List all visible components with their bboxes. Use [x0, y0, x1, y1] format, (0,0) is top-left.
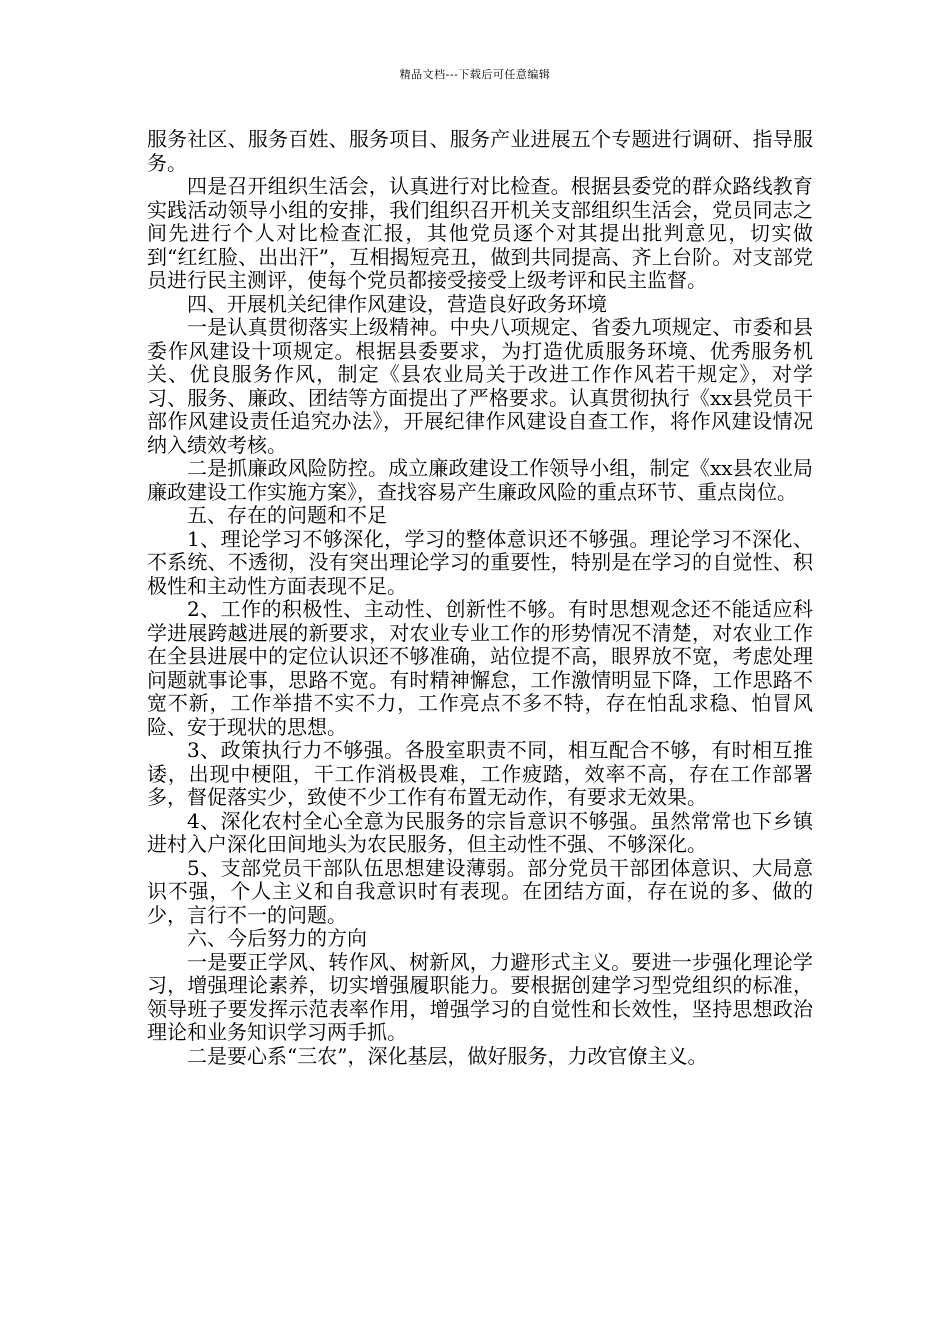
- section-heading: 六、今后努力的方向: [187, 926, 367, 950]
- page-header: 精品文档---下载后可任意编辑: [399, 68, 551, 81]
- section-heading: 五、存在的问题和不足: [187, 503, 387, 527]
- paragraph: 四是召开组织生活会，认真进行对比检查。根据县委党的群众路线教育实践活动领导小组的安排，我们组织召开机关支部组织生活会，党员同志之间先进行个人对比检查汇报，其他党员逐个对其提出批判意见，切实做到“红红脸、出出汗”，互相揭短亮丑，做到共同提高、齐上台阶。对支部党员进行民主测评，使每个党员都接受接受上级考评和民主监督。: [147, 174, 813, 292]
- paragraph: 二是要心系“三农”，深化基层，做好服务，力改官僚主义。: [187, 1043, 708, 1068]
- paragraph: 5、支部党员干部队伍思想建设薄弱。部分党员干部团体意识、大局意识不强，个人主义和自我意识时有表现。在团结方面，存在说的多、做的少，言行不一的问题。: [147, 855, 813, 927]
- section-heading: 四、开展机关纪律作风建设，营造良好政务环境: [187, 291, 607, 316]
- paragraph: 一是要正学风、转作风、树新风，力避形式主义。要进一步强化理论学习，增强理论素养，切实增强履职能力。要根据创建学习型党组织的标准，领导班子要发挥示范表率作用，增强学习的自觉性和长效性，坚持思想政治理论和业务知识学习两手抓。: [147, 949, 813, 1044]
- paragraph: 1、理论学习不够深化，学习的整体意识还不够强。理论学习不深化、不系统、不透彻，没有突出理论学习的重要性，特别是在学习的自觉性、积极性和主动性方面表现不足。: [147, 526, 813, 598]
- paragraph-continuation: 服务社区、服务百姓、服务项目、服务产业进展五个专题进行调研、指导服务。: [147, 127, 813, 175]
- paragraph: 2、工作的积极性、主动性、创新性不够。有时思想观念还不能适应科学进展跨越进展的新要求，对农业专业工作的形势情况不清楚，对农业工作在全县进展中的定位认识还不够准确，站位提不高，眼界放不宽，考虑处理问题就事论事，思路不宽。有时精神懈怠，工作激情明显下降，工作思路不宽不新，工作举措不实不力，工作亮点不多不特，存在怕乱求稳、怕冒风险、安于现状的思想。: [147, 597, 813, 739]
- paragraph: 4、深化农村全心全意为民服务的宗旨意识不够强。虽然常常也下乡镇进村入户深化田间地头为农民服务，但主动性不强、不够深化。: [147, 808, 813, 856]
- paragraph: 一是认真贯彻落实上级精神。中央八项规定、省委九项规定、市委和县委作风建设十项规定。根据县委要求，为打造优质服务环境、优秀服务机关、优良服务作风，制定《县农业局关于改进工作作风若干规定》，对学习、服务、廉政、团结等方面提出了严格要求。认真贯彻执行《xx县党员干部作风建设责任追究办法》，开展纪律作风建设自查工作，将作风建设情况纳入绩效考核。: [147, 315, 813, 457]
- paragraph: 3、政策执行力不够强。各股室职责不同，相互配合不够，有时相互推诿，出现中梗阻，干工作消极畏难，工作疲踏，效率不高，存在工作部署多，督促落实少，致使不少工作有布置无动作，有要求无效果。: [147, 738, 813, 809]
- document-body: [147, 128, 813, 1068]
- paragraph: 二是抓廉政风险防控。成立廉政建设工作领导小组，制定《xx县农业局廉政建设工作实施方案》，查找容易产生廉政风险的重点环节、重点岗位。: [147, 456, 813, 504]
